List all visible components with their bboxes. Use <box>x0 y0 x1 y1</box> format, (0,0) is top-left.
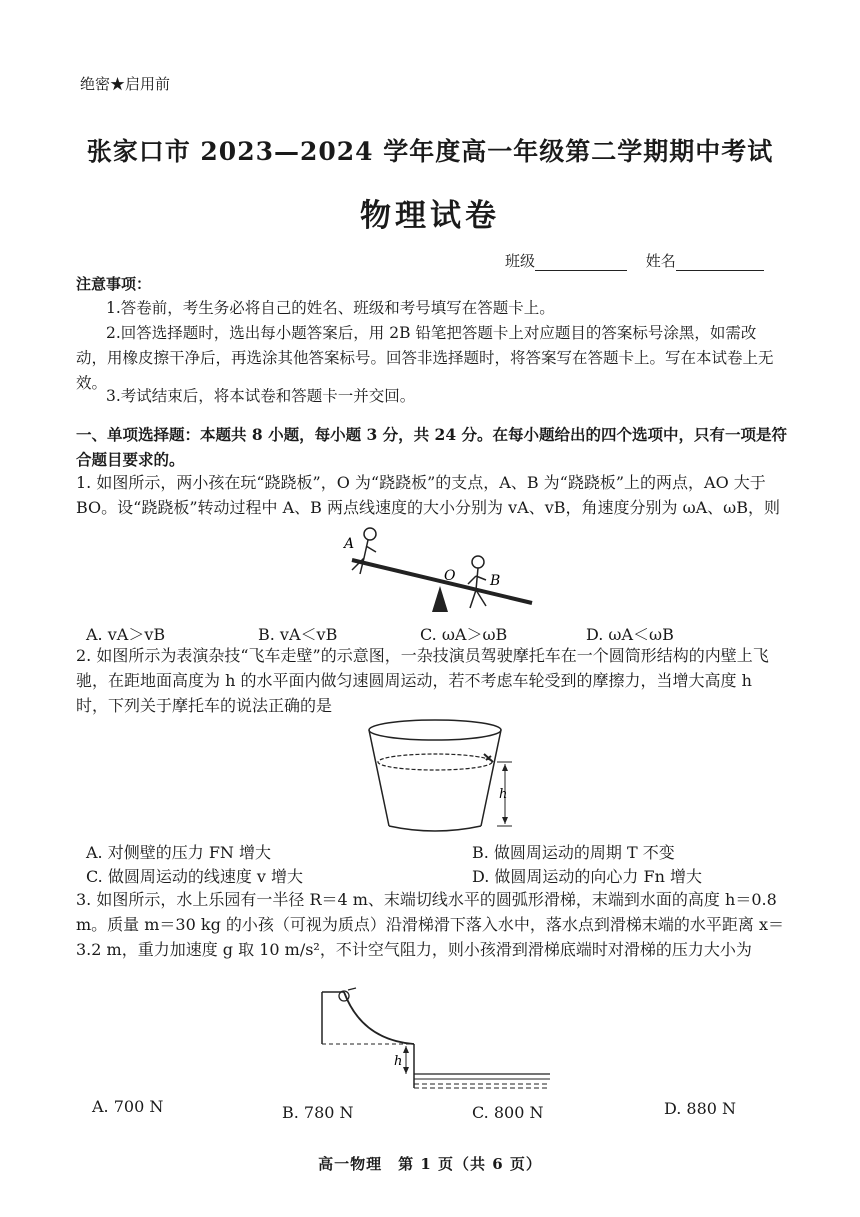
q2-option-a: A. 对侧壁的压力 FN 增大 <box>86 843 272 862</box>
q3-option-a: A. 700 N <box>92 1097 164 1116</box>
q1-option-a: A. vA＞vB <box>86 625 166 644</box>
confidential-mark: 绝密★启用前 <box>80 75 171 93</box>
label-h: h <box>394 1054 403 1069</box>
notes-title: 注意事项： <box>76 275 152 293</box>
exam-subtitle: 物理试卷 <box>360 198 500 234</box>
name-label: 姓名 <box>645 252 676 270</box>
q1-option-b: B. vA＜vB <box>258 625 338 644</box>
label-a: A <box>344 536 355 552</box>
seesaw-figure <box>340 520 540 620</box>
note-item-3: 3.考试结束后，将本试卷和答题卡一并交回。 <box>106 387 416 405</box>
class-name-fields <box>505 250 764 271</box>
note-item-2: 2.回答选择题时，选出每小题答案后，用 2B 铅笔把答题卡上对应题目的答案标号涂黑，如需改动，用橡皮擦干净后，再选涂其他答案标号。回答非选择题时，将答案写在答题卡上。写在本试卷上无效。 <box>76 324 774 392</box>
note-item-1: 1.答卷前，考生务必将自己的姓名、班级和考号填写在答题卡上。 <box>106 299 555 317</box>
seesaw-pivot <box>432 586 448 612</box>
wall-of-death-figure <box>360 712 530 840</box>
q3-option-c: C. 800 N <box>472 1103 544 1122</box>
q3-option-b: B. 780 N <box>282 1103 354 1122</box>
exam-title: 张家口市 2023—2024 学年度高一年级第二学期期中考试 <box>86 137 774 166</box>
name-blank <box>676 256 764 271</box>
label-h: h <box>499 787 508 802</box>
question-3-stem: 3. 如图所示，水上乐园有一半径 R＝4 m、末端切线水平的圆弧形滑梯，末端到水面的高度 h＝0.8 m。质量 m＝30 kg 的小孩（可视为质点）沿滑梯滑下落入水中，落水点到滑梯末端的水平距离 x＝3.2 m，重力加速度 g 取 10 m/s²，不计空气阻力，则小孩滑到滑梯底端时对滑梯的压力大小为 <box>76 890 785 959</box>
question-2-stem: 2. 如图所示为表演杂技“飞车走壁”的示意图，一杂技演员驾驶摩托车在一个圆筒形结构的内壁上飞驰，在距地面高度为 h 的水平面内做匀速圆周运动，若不考虑车轮受到的摩擦力，当增大高度 h 时，下列关于摩托车的说法正确的是 <box>76 646 769 715</box>
q2-option-b: B. 做圆周运动的周期 T 不变 <box>472 843 675 862</box>
page-footer: 高一物理 第 1 页（共 6 页） <box>318 1155 542 1173</box>
class-blank <box>535 256 627 271</box>
question-1-stem: 1. 如图所示，两小孩在玩“跷跷板”，O 为“跷跷板”的支点，A、B 为“跷跷板”上的两点，AO 大于 BO。设“跷跷板”转动过程中 A、B 两点线速度的大小分别为 vA、vB，角速度分别为 ωA、ωB，则 <box>76 473 780 517</box>
class-label: 班级 <box>505 252 536 270</box>
section-heading: 一、单项选择题：本题共 8 小题，每小题 3 分，共 24 分。在每小题给出的四个选项中，只有一项是符合题目要求的。 <box>76 425 788 469</box>
q1-option-c: C. ωA＞ωB <box>420 625 508 644</box>
water-slide-figure <box>318 978 558 1090</box>
label-o: O <box>444 568 456 584</box>
label-b: B <box>490 573 501 589</box>
q3-option-d: D. 880 N <box>664 1099 737 1118</box>
q1-option-d: D. ωA＜ωB <box>586 625 674 644</box>
q2-option-c: C. 做圆周运动的线速度 v 增大 <box>86 867 304 886</box>
q2-option-d: D. 做圆周运动的向心力 Fn 增大 <box>472 867 703 886</box>
